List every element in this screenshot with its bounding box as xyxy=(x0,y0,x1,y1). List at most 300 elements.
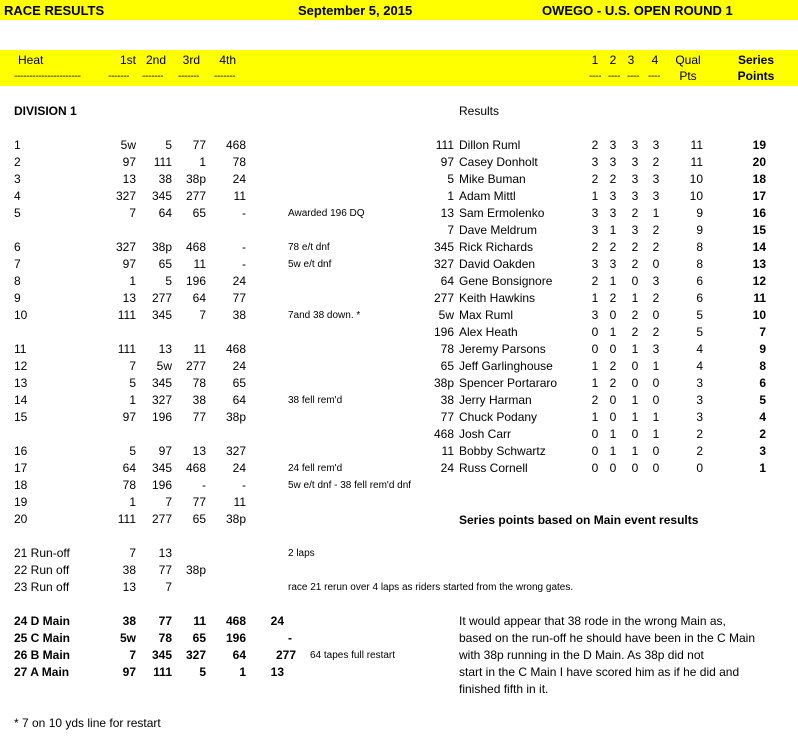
round-points-2: 2 xyxy=(609,291,617,305)
round-points-2: 1 xyxy=(609,444,617,458)
main-note-line: It would appear that 38 rode in the wrong Main as, xyxy=(459,614,726,628)
heat-header-rule: ---------------------- xyxy=(14,71,81,82)
main-note-line: based on the run-off he should have been in the C Main xyxy=(459,631,755,645)
round-points-4: 2 xyxy=(652,155,660,169)
rider-name: David Oakden xyxy=(459,257,536,271)
heat-position-1: 111 xyxy=(117,308,136,322)
heat-position-3: 1 xyxy=(199,155,206,169)
round-points-4: 1 xyxy=(652,206,660,220)
heat-position-2: 345 xyxy=(151,461,172,475)
heat-position-1: 111 xyxy=(117,342,136,356)
qual-points: 3 xyxy=(696,410,703,424)
main-position-2: 111 xyxy=(153,665,172,679)
heat-position-2: 38 xyxy=(158,172,172,186)
rider-name: Sam Ermolenko xyxy=(459,206,545,220)
qual-points: 8 xyxy=(696,257,703,271)
heat-position-2: 38p xyxy=(151,240,172,254)
round-points-1: 1 xyxy=(591,410,599,424)
first-header-rule: ------- xyxy=(108,71,130,82)
heat-note: Awarded 196 DQ xyxy=(288,208,365,219)
series-points: 13 xyxy=(752,257,766,271)
round-points-4: 0 xyxy=(652,308,660,322)
third-header: 3rd xyxy=(182,53,200,67)
main-note-line: finished fifth in it. xyxy=(459,682,549,696)
heat-position-3: 468 xyxy=(185,240,206,254)
fourth-header: 4th xyxy=(219,53,236,67)
rider-number: 5w xyxy=(438,308,454,322)
round-points-2: 3 xyxy=(609,138,617,152)
heat-number: 11 xyxy=(14,342,27,356)
rider-number: 7 xyxy=(447,223,454,237)
qual-points: 2 xyxy=(696,444,703,458)
rider-name: Mike Buman xyxy=(459,172,526,186)
heat-position-1: 5 xyxy=(129,376,136,390)
heat-number: 1 xyxy=(14,138,21,152)
heat-position-4: - xyxy=(242,206,246,220)
round-points-2: 0 xyxy=(609,410,617,424)
round4-rule: ---- xyxy=(648,71,661,82)
fourth-header-rule: ------- xyxy=(214,71,236,82)
rider-name: Spencer Portararo xyxy=(459,376,558,390)
qual-points: 3 xyxy=(696,393,703,407)
event-name: OWEGO - U.S. OPEN ROUND 1 xyxy=(542,3,733,18)
second-header-rule: ------- xyxy=(142,71,164,82)
heat-number: 10 xyxy=(14,308,28,322)
main-position-5: 13 xyxy=(270,665,284,679)
qual-points: 9 xyxy=(696,223,703,237)
heat-position-4: 38 xyxy=(232,308,246,322)
round-points-1: 1 xyxy=(591,291,599,305)
round-points-4: 1 xyxy=(652,427,660,441)
rider-number: 345 xyxy=(433,240,454,254)
rider-number: 38 xyxy=(440,393,454,407)
round-points-4: 3 xyxy=(652,172,660,186)
heat-position-1: 97 xyxy=(122,257,136,271)
heat-position-4: 11 xyxy=(233,189,246,203)
heat-position-4: 24 xyxy=(232,359,246,373)
series-points: 9 xyxy=(759,342,766,356)
main-position-5: 24 xyxy=(270,614,284,628)
round-points-4: 1 xyxy=(652,410,660,424)
round-points-2: 2 xyxy=(609,359,617,373)
heat-position-4: 24 xyxy=(232,172,246,186)
heat-number: 5 xyxy=(14,206,21,220)
heat-position-2: 111 xyxy=(153,155,172,169)
heat-position-2: 97 xyxy=(158,444,172,458)
heat-position-2: 196 xyxy=(151,410,172,424)
race-date: September 5, 2015 xyxy=(298,3,413,18)
round-points-1: 0 xyxy=(591,444,599,458)
main-position-5: 277 xyxy=(275,648,296,662)
heat-position-2: 13 xyxy=(158,342,172,356)
heat-note: 5w e/t dnf xyxy=(288,259,332,270)
round-points-4: 2 xyxy=(652,223,660,237)
round-points-3: 0 xyxy=(631,359,639,373)
series-points: 18 xyxy=(752,172,766,186)
second-header: 2nd xyxy=(145,53,166,67)
round-points-4: 2 xyxy=(652,291,660,305)
series-points: 19 xyxy=(752,138,766,152)
rider-name: Bobby Schwartz xyxy=(459,444,546,458)
round-points-1: 0 xyxy=(591,325,599,339)
runoff-position-1: 7 xyxy=(129,546,136,560)
heat-position-3: 11 xyxy=(193,342,206,356)
round-points-4: 3 xyxy=(652,274,660,288)
round-points-1: 2 xyxy=(591,393,599,407)
rider-name: Jerry Harman xyxy=(459,393,532,407)
heat-position-3: 38p xyxy=(185,172,206,186)
round-points-4: 0 xyxy=(652,444,660,458)
heat-position-1: 13 xyxy=(122,291,136,305)
round-points-3: 0 xyxy=(631,427,639,441)
round-points-3: 2 xyxy=(631,308,639,322)
heat-header: Heat xyxy=(18,53,44,67)
report-title: RACE RESULTS xyxy=(4,3,105,18)
round-points-4: 3 xyxy=(652,189,660,203)
round-points-3: 2 xyxy=(631,240,639,254)
rider-name: Josh Carr xyxy=(459,427,512,441)
round-points-3: 1 xyxy=(631,393,639,407)
series-points: 17 xyxy=(752,189,766,203)
main-position-3: 65 xyxy=(192,631,206,645)
heat-position-4: 38p xyxy=(225,410,246,424)
main-note: 64 tapes full restart xyxy=(310,650,396,661)
series-points: 15 xyxy=(752,223,766,237)
heat-position-1: 64 xyxy=(122,461,136,475)
round-points-2: 2 xyxy=(609,240,617,254)
round-points-3: 3 xyxy=(631,138,639,152)
qual-points: 3 xyxy=(696,376,703,390)
round-points-1: 3 xyxy=(591,223,599,237)
rider-number: 24 xyxy=(440,461,454,475)
round3-header: 3 xyxy=(627,53,635,67)
main-position-4: 1 xyxy=(239,665,246,679)
round-points-4: 0 xyxy=(652,461,660,475)
heat-position-4: - xyxy=(242,478,246,492)
rider-number: 77 xyxy=(440,410,454,424)
round-points-1: 1 xyxy=(591,359,599,373)
qual-points: 0 xyxy=(696,461,703,475)
main-position-2: 78 xyxy=(158,631,172,645)
round-points-3: 1 xyxy=(631,342,639,356)
round-points-2: 2 xyxy=(609,172,617,186)
runoff-heat: 21 Run-off xyxy=(14,546,70,560)
heat-position-3: 277 xyxy=(185,359,206,373)
rider-name: Alex Heath xyxy=(459,325,518,339)
round-points-3: 0 xyxy=(631,376,639,390)
runoff-position-2: 13 xyxy=(158,546,172,560)
round4-header: 4 xyxy=(651,53,659,67)
heat-position-4: - xyxy=(242,240,246,254)
series-points: 8 xyxy=(759,359,766,373)
heat-position-1: 97 xyxy=(122,155,136,169)
heat-position-3: 77 xyxy=(192,138,206,152)
round-points-1: 2 xyxy=(591,274,599,288)
round-points-4: 1 xyxy=(652,359,660,373)
round-points-1: 1 xyxy=(591,189,599,203)
qual-header: Qual xyxy=(675,53,701,67)
rider-number: 196 xyxy=(433,325,454,339)
runoff-position-3: 38p xyxy=(185,563,206,577)
heat-position-1: 13 xyxy=(122,172,136,186)
main-heat: 24 D Main xyxy=(14,614,71,628)
rider-number: 5 xyxy=(447,172,454,186)
heat-position-2: 277 xyxy=(151,291,172,305)
runoff-heat: 22 Run off xyxy=(14,563,70,577)
heat-number: 19 xyxy=(14,495,28,509)
heat-number: 3 xyxy=(14,172,21,186)
series-points: 16 xyxy=(752,206,766,220)
heat-position-1: 5w xyxy=(120,138,136,152)
heat-position-2: 345 xyxy=(151,189,172,203)
heat-position-2: 64 xyxy=(158,206,172,220)
rider-name: Dillon Ruml xyxy=(459,138,521,152)
round-points-4: 2 xyxy=(652,325,660,339)
round-points-3: 3 xyxy=(631,155,639,169)
heat-number: 6 xyxy=(14,240,21,254)
heat-position-4: 327 xyxy=(225,444,246,458)
heat-position-4: 77 xyxy=(232,291,246,305)
heat-position-3: 468 xyxy=(185,461,206,475)
main-position-5: - xyxy=(288,631,292,645)
rider-number: 13 xyxy=(440,206,454,220)
heat-position-4: 65 xyxy=(232,376,246,390)
round-points-3: 2 xyxy=(631,257,639,271)
heat-number: 20 xyxy=(14,512,28,526)
heat-note: 24 fell rem'd xyxy=(288,463,343,474)
heat-position-3: 64 xyxy=(192,291,206,305)
heat-number: 7 xyxy=(14,257,21,271)
round-points-1: 1 xyxy=(591,376,599,390)
heat-position-4: - xyxy=(242,257,246,271)
heat-position-3: 11 xyxy=(193,257,206,271)
qual-points: 5 xyxy=(696,308,703,322)
main-position-1: 38 xyxy=(122,614,136,628)
heat-number: 4 xyxy=(14,189,21,203)
heat-position-3: 65 xyxy=(192,512,206,526)
heat-position-4: 24 xyxy=(232,461,246,475)
heat-position-1: 1 xyxy=(129,393,136,407)
series-header: Series xyxy=(737,53,775,67)
qual-points: 9 xyxy=(696,206,703,220)
series-points: 14 xyxy=(752,240,766,254)
heat-number: 17 xyxy=(14,461,28,475)
series-points: 20 xyxy=(752,155,766,169)
round-points-4: 2 xyxy=(652,240,660,254)
series-points: 3 xyxy=(759,444,766,458)
rider-name: Jeff Garlinghouse xyxy=(459,359,553,373)
round-points-2: 3 xyxy=(609,155,617,169)
main-position-1: 97 xyxy=(122,665,136,679)
round-points-1: 3 xyxy=(591,206,599,220)
round-points-2: 0 xyxy=(609,461,617,475)
heat-position-1: 97 xyxy=(122,410,136,424)
series-points: 12 xyxy=(752,274,766,288)
rider-name: Adam Mittl xyxy=(459,189,516,203)
rider-name: Russ Cornell xyxy=(459,461,528,475)
heat-position-2: 5w xyxy=(156,359,172,373)
series-points: 6 xyxy=(759,376,766,390)
heat-position-3: 77 xyxy=(192,495,206,509)
round-points-1: 2 xyxy=(591,172,599,186)
heat-position-3: 65 xyxy=(192,206,206,220)
round-points-2: 0 xyxy=(609,342,617,356)
heat-position-4: 11 xyxy=(233,495,246,509)
qual-points: 4 xyxy=(696,359,703,373)
round-points-3: 3 xyxy=(631,189,639,203)
main-position-3: 11 xyxy=(193,614,206,628)
qual-points: 2 xyxy=(696,427,703,441)
rider-name: Gene Bonsignore xyxy=(459,274,553,288)
round-points-3: 3 xyxy=(631,172,639,186)
round-points-1: 3 xyxy=(591,155,599,169)
qual-points: 4 xyxy=(696,342,703,356)
heat-number: 2 xyxy=(14,155,21,169)
round-points-2: 1 xyxy=(609,223,617,237)
heat-position-3: 13 xyxy=(192,444,206,458)
round-points-4: 3 xyxy=(652,342,660,356)
qual-points: 10 xyxy=(689,189,703,203)
round-points-3: 1 xyxy=(631,444,639,458)
heat-number: 18 xyxy=(14,478,28,492)
qual-pts-header: Pts xyxy=(679,69,697,83)
heat-position-3: 77 xyxy=(192,410,206,424)
round-points-1: 3 xyxy=(591,308,599,322)
rider-name: Casey Donholt xyxy=(459,155,538,169)
round-points-2: 3 xyxy=(609,257,617,271)
round-points-3: 0 xyxy=(631,274,639,288)
rider-number: 65 xyxy=(440,359,454,373)
main-position-3: 5 xyxy=(199,665,206,679)
heat-position-2: 5 xyxy=(165,138,172,152)
main-position-1: 5w xyxy=(119,631,136,645)
footnote: * 7 on 10 yds line for restart xyxy=(14,716,161,730)
series-points: 10 xyxy=(752,308,766,322)
heat-number: 8 xyxy=(14,274,21,288)
main-position-4: 196 xyxy=(225,631,246,645)
round-points-2: 3 xyxy=(609,189,617,203)
heat-position-3: 78 xyxy=(192,376,206,390)
round-points-4: 0 xyxy=(652,257,660,271)
rider-number: 111 xyxy=(435,138,454,152)
heat-number: 13 xyxy=(14,376,28,390)
qual-points: 11 xyxy=(690,138,703,152)
rider-number: 64 xyxy=(440,274,454,288)
runoff-position-1: 38 xyxy=(122,563,136,577)
round-points-4: 0 xyxy=(652,376,660,390)
heat-number: 12 xyxy=(14,359,28,373)
round-points-1: 0 xyxy=(591,427,599,441)
third-header-rule: ------- xyxy=(178,71,200,82)
heat-position-3: - xyxy=(202,478,206,492)
heat-position-3: 277 xyxy=(185,189,206,203)
series-points-note: Series points based on Main event results xyxy=(459,513,699,527)
main-position-2: 77 xyxy=(158,614,172,628)
heat-number: 9 xyxy=(14,291,21,305)
heat-position-4: 468 xyxy=(225,342,246,356)
qual-points: 10 xyxy=(689,172,703,186)
round1-rule: ---- xyxy=(589,71,602,82)
main-note-line: with 38p running in the D Main. As 38p did not xyxy=(459,648,704,662)
heat-note: 38 fell rem'd xyxy=(288,395,343,406)
round-points-3: 3 xyxy=(631,223,639,237)
rider-number: 78 xyxy=(440,342,454,356)
series-points: 5 xyxy=(759,393,766,407)
heat-position-1: 1 xyxy=(129,495,136,509)
main-position-1: 7 xyxy=(129,648,136,662)
heat-position-1: 1 xyxy=(129,274,136,288)
heat-position-1: 7 xyxy=(129,206,136,220)
heat-position-3: 196 xyxy=(185,274,206,288)
heat-position-4: 468 xyxy=(225,138,246,152)
round-points-2: 1 xyxy=(609,427,617,441)
round-points-1: 2 xyxy=(591,240,599,254)
heat-position-2: 277 xyxy=(151,512,172,526)
round-points-3: 2 xyxy=(631,206,639,220)
heat-number: 14 xyxy=(14,393,28,407)
round-points-1: 3 xyxy=(591,257,599,271)
rider-name: Jeremy Parsons xyxy=(459,342,546,356)
round-points-3: 2 xyxy=(631,325,639,339)
main-position-2: 345 xyxy=(151,648,172,662)
qual-points: 6 xyxy=(696,274,703,288)
heat-position-1: 5 xyxy=(129,444,136,458)
heat-position-3: 38 xyxy=(192,393,206,407)
runoff-note: race 21 rerun over 4 laps as riders started from the wrong gates. xyxy=(288,582,574,593)
round-points-2: 1 xyxy=(609,274,617,288)
heat-position-2: 345 xyxy=(151,376,172,390)
main-position-3: 327 xyxy=(185,648,206,662)
round-points-2: 0 xyxy=(609,308,617,322)
round-points-1: 2 xyxy=(591,138,599,152)
heat-note: 7and 38 down. * xyxy=(288,310,361,321)
heat-position-4: 78 xyxy=(232,155,246,169)
first-header: 1st xyxy=(119,53,136,67)
heat-position-4: 24 xyxy=(232,274,246,288)
rider-name: Max Ruml xyxy=(459,308,514,322)
round-points-4: 3 xyxy=(652,138,660,152)
qual-points: 5 xyxy=(696,325,703,339)
heat-position-4: 38p xyxy=(225,512,246,526)
rider-number: 327 xyxy=(433,257,454,271)
heat-position-1: 327 xyxy=(115,240,136,254)
heat-position-1: 111 xyxy=(117,512,136,526)
heat-position-1: 7 xyxy=(129,359,136,373)
runoff-position-2: 7 xyxy=(165,580,172,594)
series-points-header: Points xyxy=(737,69,775,83)
heat-position-2: 65 xyxy=(158,257,172,271)
rider-number: 468 xyxy=(433,427,454,441)
round-points-2: 2 xyxy=(609,376,617,390)
round-points-1: 0 xyxy=(591,342,599,356)
series-points: 11 xyxy=(753,291,766,305)
round1-header: 1 xyxy=(591,53,599,67)
heat-position-2: 5 xyxy=(165,274,172,288)
round-points-2: 0 xyxy=(609,393,617,407)
heat-position-2: 327 xyxy=(151,393,172,407)
round-points-3: 0 xyxy=(631,461,639,475)
round2-header: 2 xyxy=(609,53,617,67)
heat-position-3: 7 xyxy=(199,308,206,322)
heat-position-2: 345 xyxy=(151,308,172,322)
rider-name: Dave Meldrum xyxy=(459,223,538,237)
rider-name: Keith Hawkins xyxy=(459,291,536,305)
heat-note: 78 e/t dnf xyxy=(288,242,330,253)
heat-position-2: 196 xyxy=(151,478,172,492)
series-points: 1 xyxy=(759,461,766,475)
results-label: Results xyxy=(459,104,500,118)
series-points: 2 xyxy=(759,427,766,441)
